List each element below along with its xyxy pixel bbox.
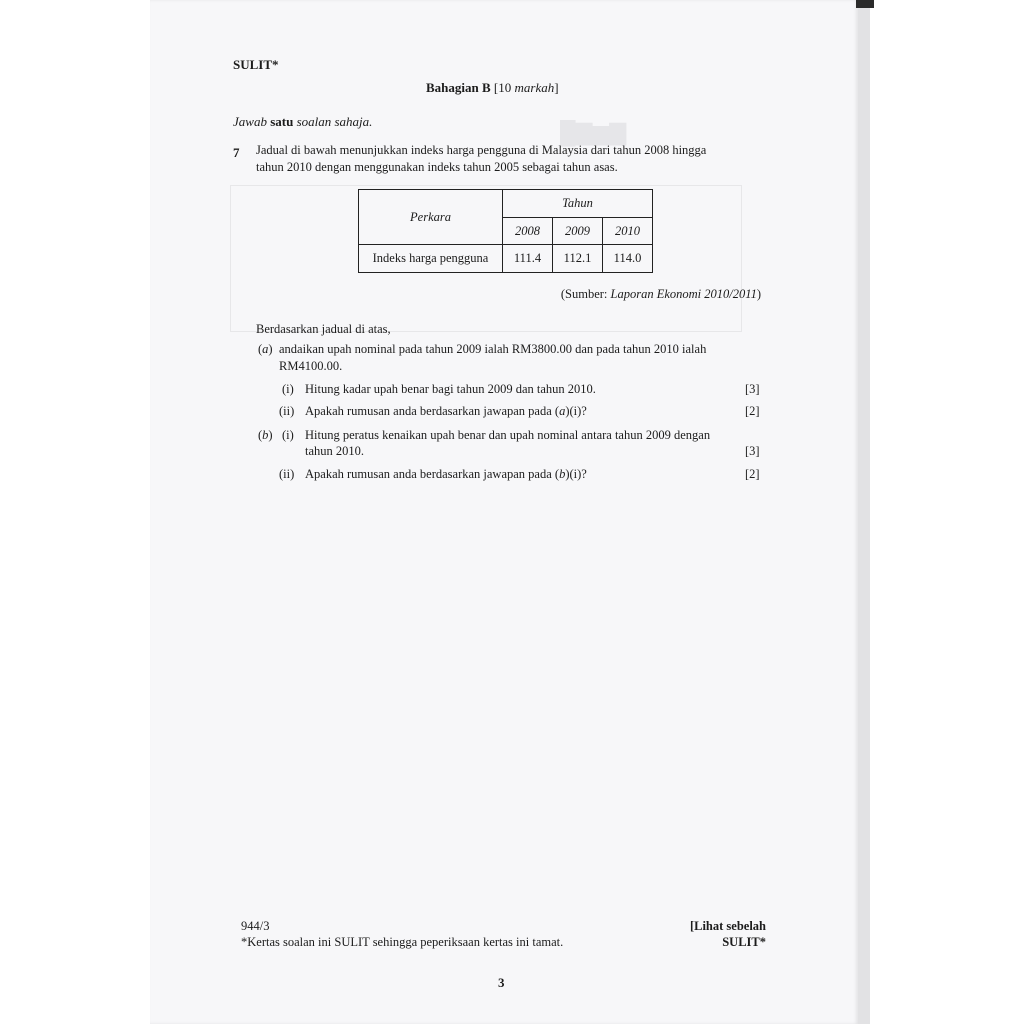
table-year: 2010 bbox=[603, 218, 653, 245]
paper-code: 944/3 bbox=[241, 919, 270, 933]
table-header-tahun: Tahun bbox=[503, 190, 653, 218]
section-title: Bahagian B [10 markah] bbox=[426, 80, 559, 95]
part-a-line-1: andaikan upah nominal pada tahun 2009 ialah RM3800.00 dan pada tahun 2010 ialah bbox=[279, 342, 707, 356]
part-a-i-text: Hitung kadar upah benar bagi tahun 2009 dan tahun 2010. bbox=[305, 382, 596, 396]
part-b-ii-marks: [2] bbox=[745, 467, 760, 481]
header-sulit: SULIT* bbox=[233, 57, 279, 72]
source-note: (Sumber: Laporan Ekonomi 2010/2011) bbox=[560, 287, 761, 301]
part-b-i-label: (i) bbox=[282, 428, 294, 442]
see-next-page: [Lihat sebelah bbox=[689, 919, 766, 933]
part-a-ii-label: (ii) bbox=[279, 404, 295, 418]
cpi-table bbox=[358, 189, 653, 273]
instruction: Jawab satu soalan sahaja. bbox=[233, 114, 373, 129]
page-number: 3 bbox=[498, 975, 505, 990]
part-b-i-line-1: Hitung peratus kenaikan upah benar dan upah nominal antara tahun 2009 dengan bbox=[305, 428, 711, 442]
table-row-label: Indeks harga pengguna bbox=[359, 245, 503, 273]
question-line-1: Jadual di bawah menunjukkan indeks harga pengguna di Malaysia dari tahun 2008 hingga bbox=[256, 143, 707, 157]
table-cell: 114.0 bbox=[603, 245, 653, 273]
left-background bbox=[0, 0, 150, 1024]
lead-text: Berdasarkan jadual di atas, bbox=[256, 322, 391, 336]
part-a-i-marks: [3] bbox=[745, 382, 760, 396]
table-cell: 111.4 bbox=[503, 245, 553, 273]
part-b-i-marks: [3] bbox=[745, 444, 760, 458]
part-a-ii-marks: [2] bbox=[745, 404, 760, 418]
part-b-i-line-2: tahun 2010. bbox=[305, 444, 365, 458]
part-a-ii-text: Apakah rumusan anda berdasarkan jawapan pada (a)(i)? bbox=[305, 404, 587, 418]
part-a-line-2: RM4100.00. bbox=[279, 359, 343, 373]
table-cell: 112.1 bbox=[553, 245, 603, 273]
part-a-i-label: (i) bbox=[282, 382, 294, 396]
part-a-label: (a) bbox=[258, 342, 273, 356]
part-b-ii-label: (ii) bbox=[279, 467, 295, 481]
footer-note: *Kertas soalan ini SULIT sehingga peperiksaan kertas ini tamat. bbox=[241, 935, 564, 949]
show-through-text: █▇▆▇ bbox=[560, 120, 627, 145]
part-b-label: (b) bbox=[258, 428, 273, 442]
question-line-2: tahun 2010 dengan menggunakan indeks tahun 2005 sebagai tahun asas. bbox=[256, 160, 618, 174]
part-b-ii-text: Apakah rumusan anda berdasarkan jawapan pada (b)(i)? bbox=[305, 467, 587, 481]
question-number: 7 bbox=[233, 145, 240, 160]
table-year: 2009 bbox=[553, 218, 603, 245]
table-header-perkara: Perkara bbox=[359, 190, 503, 245]
footer-sulit: SULIT* bbox=[722, 935, 766, 949]
table-year: 2008 bbox=[503, 218, 553, 245]
page-edge bbox=[858, 0, 870, 1024]
binder-corner bbox=[856, 0, 874, 8]
right-background bbox=[870, 0, 1024, 1024]
